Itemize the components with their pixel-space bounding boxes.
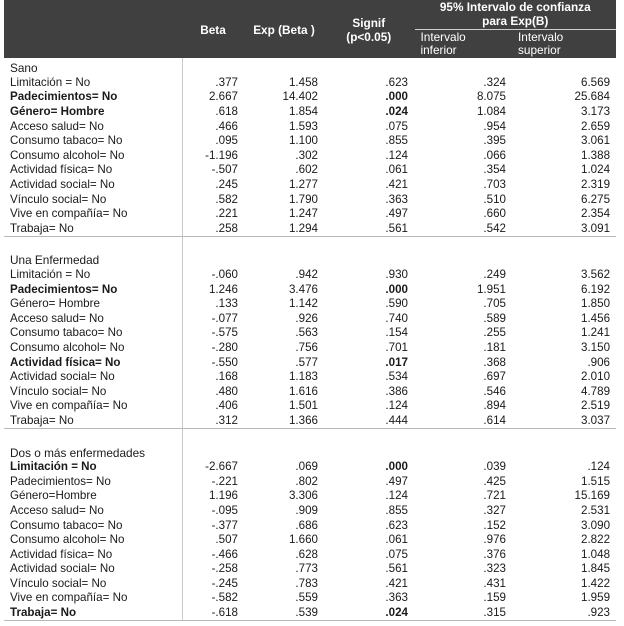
- cell-beta: -.377: [211, 518, 238, 532]
- cell-hi: 6.569: [581, 75, 611, 89]
- cell-beta: .258: [182, 222, 244, 237]
- group-title-row: [4, 58, 616, 76]
- cell-hi: 3.150: [581, 340, 611, 354]
- variable-label: Padecimientos= No: [4, 474, 182, 489]
- group-spacer: [4, 237, 616, 251]
- cell-lo: .159: [483, 591, 506, 605]
- cell-hi: 1.845: [581, 562, 611, 576]
- cell-lo: 8.075: [476, 90, 506, 104]
- cell-hi: 6.192: [581, 282, 611, 296]
- cell-beta: .245: [215, 178, 238, 192]
- spacer-cell: [324, 429, 414, 443]
- cell-hi: 2.659: [581, 119, 611, 133]
- table-row: [4, 341, 616, 356]
- header-ci-title: [414, 0, 616, 30]
- cell-exp: 1.277: [288, 178, 318, 192]
- variable-label: Acceso salud= No: [4, 504, 182, 519]
- group-title: Una Enfermedad: [4, 250, 182, 268]
- cell-beta: .221: [215, 207, 238, 221]
- variable-label: Género=Hombre: [4, 489, 182, 504]
- header-beta-label: Beta: [200, 22, 226, 37]
- cell-hi: 3.562: [581, 268, 611, 282]
- variable-label: Consumo tabaco= No: [4, 134, 182, 149]
- spacer-cell: [4, 429, 182, 443]
- cell-exp: 3.306: [288, 489, 318, 503]
- cell-sig: .124: [385, 399, 408, 413]
- cell-lo: .395: [483, 134, 506, 148]
- cell-lo: .324: [483, 75, 506, 89]
- cell-hi: 3.037: [512, 414, 616, 429]
- cell-lo: .323: [483, 562, 506, 576]
- table-row: [4, 474, 616, 489]
- cell-sig: .124: [385, 148, 408, 162]
- cell-exp: 1.790: [288, 192, 318, 206]
- cell-exp: .802: [295, 474, 318, 488]
- cell-lo: .954: [483, 119, 506, 133]
- table-row: [4, 504, 616, 519]
- cell-beta: -.095: [211, 503, 238, 517]
- empty-cell: [512, 250, 616, 268]
- cell-beta: .095: [215, 134, 238, 148]
- cell-lo: .425: [483, 474, 506, 488]
- cell-exp: 1.183: [288, 370, 318, 384]
- cell-exp: .539: [244, 606, 324, 621]
- variable-label: Actividad física= No: [4, 355, 182, 370]
- variable-label: Consumo alcohol= No: [4, 149, 182, 164]
- group-title-row: [4, 250, 616, 268]
- spacer-cell: [4, 237, 182, 251]
- table-row: [4, 282, 616, 297]
- cell-sig: .124: [385, 489, 408, 503]
- spacer-cell: [512, 237, 616, 251]
- cell-exp: 1.458: [288, 75, 318, 89]
- header-beta: [182, 0, 244, 58]
- cell-sig: .623: [385, 75, 408, 89]
- spacer-cell: [414, 429, 512, 443]
- variable-label: Actividad física= No: [4, 163, 182, 178]
- variable-label: Limitación = No: [4, 460, 182, 475]
- empty-cell: [414, 58, 512, 76]
- empty-cell: [512, 442, 616, 460]
- cell-beta: 1.246: [208, 282, 238, 296]
- cell-lo: .660: [483, 207, 506, 221]
- cell-lo: .894: [483, 399, 506, 413]
- variable-label: Vínculo social= No: [4, 192, 182, 207]
- table-row: [4, 460, 616, 475]
- variable-label: Género= Hombre: [4, 297, 182, 312]
- cell-exp: .909: [295, 503, 318, 517]
- group-title: Sano: [4, 58, 182, 76]
- variable-label: Padecimientos= No: [4, 282, 182, 297]
- cell-sig: .623: [385, 518, 408, 532]
- cell-hi: 2.822: [581, 533, 611, 547]
- variable-label: Actividad social= No: [4, 562, 182, 577]
- cell-hi: 1.048: [581, 547, 611, 561]
- cell-beta: .133: [215, 297, 238, 311]
- header-ci-lower-line1: Intervalo: [420, 30, 466, 44]
- cell-beta: 2.667: [208, 90, 238, 104]
- variable-label: Limitación = No: [4, 76, 182, 91]
- cell-lo: .255: [483, 326, 506, 340]
- cell-beta: -.221: [211, 474, 238, 488]
- table-row: [4, 178, 616, 193]
- cell-lo: .376: [483, 547, 506, 561]
- table-row: [4, 489, 616, 504]
- empty-cell: [512, 58, 616, 76]
- cell-hi: 25.684: [574, 90, 611, 104]
- cell-beta: -.618: [182, 606, 244, 621]
- variable-label: Consumo tabaco= No: [4, 326, 182, 341]
- empty-cell: [324, 58, 414, 76]
- cell-lo: .327: [483, 503, 506, 517]
- cell-sig: .561: [324, 222, 414, 237]
- cell-exp: .942: [295, 268, 318, 282]
- cell-sig: .701: [385, 340, 408, 354]
- cell-exp: .926: [295, 311, 318, 325]
- variable-label: Actividad social= No: [4, 178, 182, 193]
- variable-label: Consumo alcohol= No: [4, 341, 182, 356]
- cell-beta: .582: [215, 192, 238, 206]
- cell-exp: 1.501: [288, 399, 318, 413]
- cell-lo: 1.951: [476, 282, 506, 296]
- variable-label: Acceso salud= No: [4, 312, 182, 327]
- cell-sig: .000: [385, 460, 408, 474]
- cell-sig: .000: [385, 90, 408, 104]
- empty-cell: [182, 442, 244, 460]
- cell-exp: .783: [295, 576, 318, 590]
- cell-sig: .061: [385, 163, 408, 177]
- cell-exp: 3.476: [288, 282, 318, 296]
- cell-exp: .602: [295, 163, 318, 177]
- cell-lo: .181: [483, 340, 506, 354]
- cell-sig: .154: [385, 326, 408, 340]
- cell-hi: 2.519: [581, 399, 611, 413]
- cell-hi: 2.319: [581, 178, 611, 192]
- cell-hi: 1.515: [581, 474, 611, 488]
- cell-beta: 1.196: [208, 489, 238, 503]
- cell-hi: .906: [587, 355, 611, 369]
- cell-hi: 1.959: [581, 591, 611, 605]
- cell-sig: .024: [385, 105, 408, 119]
- header-ci-title-line1: 95% Intervalo de confianza: [439, 0, 591, 14]
- cell-exp: .577: [295, 355, 318, 369]
- cell-beta: -.258: [211, 562, 238, 576]
- cell-hi: 1.241: [581, 326, 611, 340]
- cell-beta: .406: [215, 399, 238, 413]
- table-row: [4, 149, 616, 164]
- cell-lo: .705: [483, 297, 506, 311]
- header-signif-sub-label: (p<0.05): [346, 29, 392, 44]
- table-row: [4, 297, 616, 312]
- cell-beta: .168: [215, 370, 238, 384]
- cell-hi: 15.169: [574, 489, 611, 503]
- variable-label: Vive en compañía= No: [4, 399, 182, 414]
- header-ci-upper-line1: Intervalo: [518, 30, 564, 44]
- cell-lo: .542: [414, 222, 512, 237]
- table-body: [4, 58, 616, 621]
- cell-lo: .721: [483, 489, 506, 503]
- cell-sig: .075: [385, 119, 408, 133]
- cell-hi: 4.789: [581, 384, 611, 398]
- cell-beta: .480: [215, 384, 238, 398]
- spacer-cell: [512, 429, 616, 443]
- spacer-cell: [324, 237, 414, 251]
- cell-exp: .069: [295, 460, 318, 474]
- cell-lo: .614: [414, 414, 512, 429]
- cell-hi: 3.091: [512, 222, 616, 237]
- table-row: [4, 163, 616, 178]
- cell-sig: .534: [385, 370, 408, 384]
- cell-sig: .740: [385, 311, 408, 325]
- table-row: [4, 326, 616, 341]
- spacer-cell: [244, 429, 324, 443]
- cell-beta: -.466: [211, 547, 238, 561]
- cell-exp: .773: [295, 562, 318, 576]
- table-row: [4, 562, 616, 577]
- cell-beta: -.060: [211, 268, 238, 282]
- cell-beta: -.245: [211, 576, 238, 590]
- cell-exp: 1.593: [288, 119, 318, 133]
- cell-exp: .628: [295, 547, 318, 561]
- cell-exp: .559: [295, 591, 318, 605]
- cell-lo: .039: [483, 460, 506, 474]
- cell-lo: .510: [483, 192, 506, 206]
- group-spacer: [4, 429, 616, 443]
- cell-sig: .444: [324, 414, 414, 429]
- cell-beta: -2.667: [205, 460, 238, 474]
- cell-hi: 2.531: [581, 503, 611, 517]
- cell-beta: .507: [215, 533, 238, 547]
- cell-exp: 1.366: [244, 414, 324, 429]
- cell-beta: .466: [215, 119, 238, 133]
- cell-beta: .618: [215, 105, 238, 119]
- cell-hi: 3.061: [581, 134, 611, 148]
- cell-exp: 1.294: [244, 222, 324, 237]
- header-ci-lower-line2: inferior: [420, 43, 457, 57]
- cell-hi: 1.456: [581, 311, 611, 325]
- variable-label: Actividad física= No: [4, 547, 182, 562]
- cell-beta: -.575: [211, 326, 238, 340]
- cell-beta: -.582: [211, 591, 238, 605]
- cell-lo: .152: [483, 518, 506, 532]
- cell-exp: 1.616: [288, 384, 318, 398]
- cell-sig: .497: [385, 207, 408, 221]
- variable-label: Género= Hombre: [4, 105, 182, 120]
- variable-label: Consumo alcohol= No: [4, 533, 182, 548]
- cell-beta: .312: [182, 414, 244, 429]
- spacer-cell: [414, 237, 512, 251]
- cell-sig: .561: [385, 562, 408, 576]
- cell-beta: -1.196: [205, 148, 238, 162]
- cell-lo: .368: [483, 355, 506, 369]
- cell-sig: .930: [385, 268, 408, 282]
- empty-cell: [244, 250, 324, 268]
- table-row: [4, 591, 616, 606]
- table-row: [4, 312, 616, 327]
- cell-sig: .421: [385, 178, 408, 192]
- table-row: [4, 105, 616, 120]
- cell-beta: -.550: [211, 355, 238, 369]
- table-row: [4, 134, 616, 149]
- table-row: [4, 90, 616, 105]
- variable-label: Vínculo social= No: [4, 577, 182, 592]
- variable-label: Vínculo social= No: [4, 384, 182, 399]
- header-exp-beta-label: Exp (Beta ): [253, 22, 315, 37]
- cell-exp: .563: [295, 326, 318, 340]
- spacer-cell: [182, 429, 244, 443]
- variable-label: Vive en compañía= No: [4, 591, 182, 606]
- empty-cell: [324, 250, 414, 268]
- cell-exp: .686: [295, 518, 318, 532]
- cell-hi: .124: [587, 460, 611, 474]
- cell-hi: 2.010: [581, 370, 611, 384]
- cell-lo: .315: [414, 606, 512, 621]
- table-row: [4, 370, 616, 385]
- variable-label: Padecimientos= No: [4, 90, 182, 105]
- cell-exp: 1.660: [288, 533, 318, 547]
- cell-exp: 1.247: [288, 207, 318, 221]
- cell-hi: 2.354: [581, 207, 611, 221]
- regression-table: [4, 0, 616, 621]
- empty-cell: [414, 442, 512, 460]
- cell-lo: .354: [483, 163, 506, 177]
- cell-sig: .024: [324, 606, 414, 621]
- cell-lo: .249: [483, 268, 506, 282]
- cell-lo: 1.084: [476, 105, 506, 119]
- empty-cell: [244, 442, 324, 460]
- table-row: [4, 119, 616, 134]
- variable-label: Trabaja= No: [4, 414, 182, 429]
- header-exp-beta: [244, 0, 324, 58]
- cell-hi: 1.850: [581, 297, 611, 311]
- cell-sig: .075: [385, 547, 408, 561]
- variable-label: Vive en compañía= No: [4, 207, 182, 222]
- header-ci-title-line2: para Exp(B): [482, 14, 549, 28]
- cell-lo: .546: [483, 384, 506, 398]
- empty-cell: [324, 442, 414, 460]
- cell-sig: .497: [385, 474, 408, 488]
- table-row: [4, 547, 616, 562]
- cell-hi: 1.024: [581, 163, 611, 177]
- empty-cell: [244, 58, 324, 76]
- cell-sig: .421: [385, 576, 408, 590]
- cell-exp: 1.142: [288, 297, 318, 311]
- spacer-cell: [244, 237, 324, 251]
- cell-lo: .976: [483, 533, 506, 547]
- table-row: [4, 518, 616, 533]
- cell-lo: .703: [483, 178, 506, 192]
- cell-sig: .386: [385, 384, 408, 398]
- group-title: Dos o más enfermedades: [4, 442, 182, 460]
- variable-label: Trabaja= No: [4, 222, 182, 237]
- cell-sig: .017: [385, 355, 408, 369]
- cell-exp: .302: [295, 148, 318, 162]
- header-ci-upper: [512, 30, 616, 59]
- variable-label: Trabaja= No: [4, 606, 182, 621]
- empty-cell: [182, 250, 244, 268]
- cell-exp: 1.854: [288, 105, 318, 119]
- table-row: [4, 533, 616, 548]
- header-signif-label: Signif: [352, 15, 386, 30]
- table-row: [4, 606, 616, 621]
- cell-sig: .855: [385, 134, 408, 148]
- cell-hi: 1.422: [581, 576, 611, 590]
- table-row: [4, 577, 616, 592]
- cell-hi: 3.090: [581, 518, 611, 532]
- cell-exp: .756: [295, 340, 318, 354]
- cell-sig: .363: [385, 192, 408, 206]
- empty-cell: [414, 250, 512, 268]
- variable-label: Limitación = No: [4, 268, 182, 283]
- table-row: [4, 268, 616, 283]
- variable-label: Acceso salud= No: [4, 119, 182, 134]
- table-row: [4, 222, 616, 237]
- cell-exp: 14.402: [282, 90, 318, 104]
- table-row: [4, 76, 616, 91]
- cell-beta: -.280: [211, 340, 238, 354]
- spacer-cell: [182, 237, 244, 251]
- table-header: [4, 0, 616, 58]
- cell-hi: 3.173: [581, 105, 611, 119]
- cell-sig: .000: [385, 282, 408, 296]
- table-row: [4, 414, 616, 429]
- cell-hi: .923: [512, 606, 616, 621]
- cell-beta: -.077: [211, 311, 238, 325]
- variable-label: Actividad social= No: [4, 370, 182, 385]
- header-ci-upper-line2: superior: [518, 43, 561, 57]
- table-row: [4, 207, 616, 222]
- cell-exp: 1.100: [288, 134, 318, 148]
- cell-hi: 6.275: [581, 192, 611, 206]
- cell-sig: .590: [385, 297, 408, 311]
- cell-sig: .061: [385, 533, 408, 547]
- table-row: [4, 192, 616, 207]
- cell-hi: 1.388: [581, 148, 611, 162]
- cell-beta: .377: [215, 75, 238, 89]
- header-signif: [324, 0, 414, 58]
- table-row: [4, 384, 616, 399]
- cell-lo: .697: [483, 370, 506, 384]
- cell-lo: .066: [483, 148, 506, 162]
- group-title-row: [4, 442, 616, 460]
- cell-sig: .363: [385, 591, 408, 605]
- cell-lo: .589: [483, 311, 506, 325]
- empty-cell: [182, 58, 244, 76]
- header-ci-lower: [414, 30, 512, 59]
- cell-beta: -.507: [211, 163, 238, 177]
- cell-sig: .855: [385, 503, 408, 517]
- table-row: [4, 399, 616, 414]
- variable-label: Consumo tabaco= No: [4, 518, 182, 533]
- header-blank-cell: [4, 0, 182, 58]
- table-row: [4, 355, 616, 370]
- cell-lo: .431: [483, 576, 506, 590]
